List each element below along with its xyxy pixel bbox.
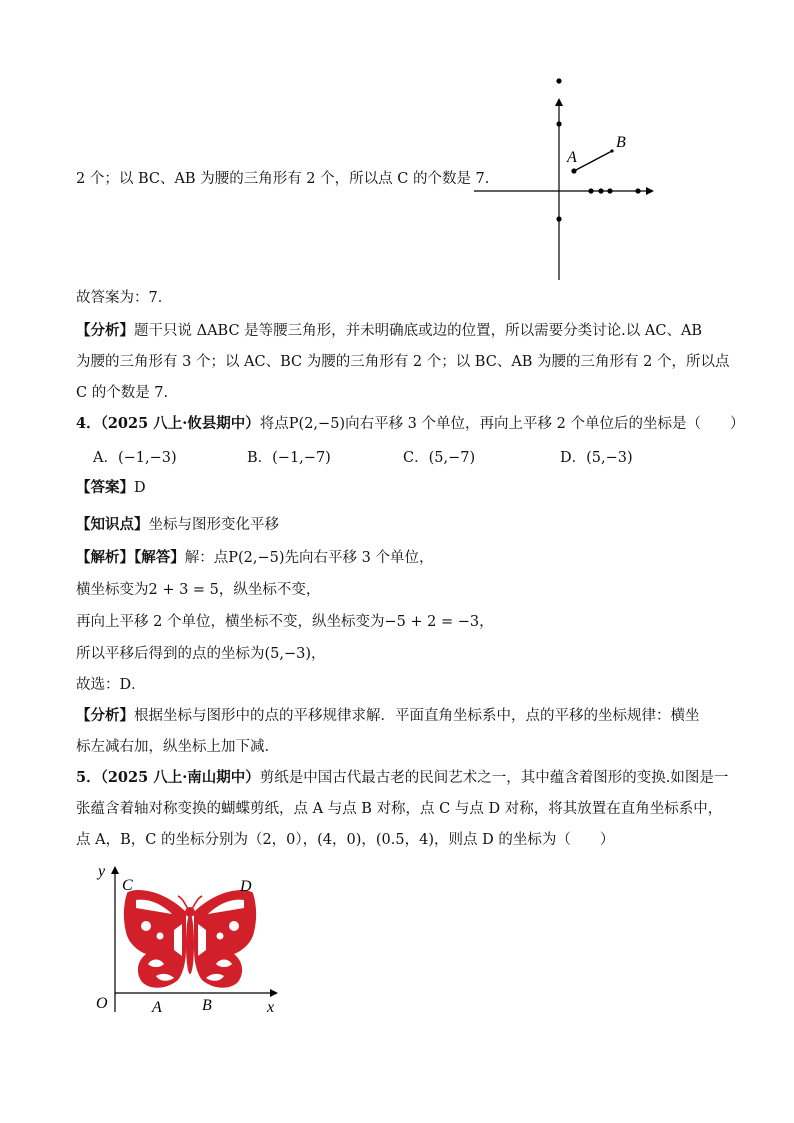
knowledge-tag: 【知识点】 — [76, 516, 149, 533]
solution-tag: 【解析】【解答】 — [76, 549, 185, 566]
y-axis-arrow — [111, 866, 119, 874]
candidate-point — [556, 78, 561, 83]
label-b: B — [616, 134, 626, 151]
question-source: （2025 八上·攸县期中） — [100, 415, 260, 432]
question-number: 4． — [76, 415, 101, 432]
question-source: （2025 八上·南山期中） — [100, 769, 260, 786]
x-axis-arrow — [270, 989, 278, 997]
segment-ab — [574, 151, 612, 171]
label-a: A — [567, 149, 577, 166]
candidate-point — [556, 121, 561, 126]
analysis-text: 根据坐标与图形中的点的平移规律求解．平面直角坐标系中，点的平移的坐标规律：横坐 — [134, 708, 700, 724]
question-5-stem-line-2: 张蕴含着轴对称变换的蝴蝶剪纸，点 A 与点 B 对称，点 C 与点 D 对称，将其放置在直角坐标系中， — [76, 801, 723, 817]
analysis-1-line-3: C 的个数是 7. — [76, 385, 169, 401]
answer-value: D — [134, 480, 146, 496]
label-b: B — [202, 997, 212, 1014]
solution-line-5: 故选：D． — [76, 677, 146, 693]
label-c: C — [122, 877, 133, 894]
knowledge-text: 坐标与图形变化平移 — [148, 517, 279, 533]
candidate-point — [588, 188, 593, 193]
option-d[interactable]: D．(5,−3) — [560, 450, 633, 466]
butterfly-cutout — [124, 890, 256, 988]
option-b[interactable]: B．(−1,−7) — [247, 450, 331, 466]
solution-line-2: 横坐标变为2 + 3 = 5，纵坐标不变， — [76, 582, 321, 598]
knowledge-line — [76, 515, 279, 535]
question-text: 将点P(2,−5)向右平移 3 个单位，再向上平移 2 个单位后的坐标是（ ） — [259, 416, 745, 432]
butterfly-figure — [90, 860, 305, 1020]
answer-tag: 【答案】 — [76, 479, 134, 496]
option-a[interactable]: A．(−1,−3) — [93, 450, 177, 466]
point-a — [571, 168, 576, 173]
butterfly-body — [186, 914, 194, 974]
top-fragment: 2 个；以 BC、AB 为腰的三角形有 2 个，所以点 C 的个数是 7. — [76, 171, 490, 187]
question-4-stem — [76, 414, 744, 434]
option-c[interactable]: C．(5,−7) — [403, 450, 476, 466]
label-d: D — [240, 878, 252, 895]
question-5-stem-line-1 — [76, 768, 728, 788]
analysis-2-line-1 — [76, 706, 700, 726]
candidate-point — [635, 188, 640, 193]
analysis-1-line-2: 为腰的三角形有 3 个；以 AC、BC 为腰的三角形有 2 个；以 BC、AB 为腰的三角形有 2 个，所以点 — [76, 354, 730, 370]
answer-intro: 故答案为：7． — [76, 290, 173, 306]
label-x: x — [267, 999, 275, 1016]
analysis-tag: 【分析】 — [76, 707, 134, 724]
x-axis-arrow — [646, 187, 654, 195]
solution-line-3: 再向上平移 2 个单位，横坐标不变，纵坐标变为−5 + 2 = −3， — [76, 614, 494, 630]
candidate-point — [598, 188, 603, 193]
coordinate-sketch-figure — [470, 74, 670, 284]
question-number: 5． — [76, 769, 101, 786]
question-text: 剪纸是中国古代最古老的民间艺术之一，其中蕴含着图形的变换.如图是一 — [259, 770, 729, 786]
analysis-1-line-1 — [76, 321, 702, 341]
solution-line-1 — [76, 548, 433, 568]
candidate-point — [556, 216, 561, 221]
analysis-tag: 【分析】 — [76, 322, 134, 339]
solution-text: 解：点P(2,−5)先向右平移 3 个单位， — [184, 550, 434, 566]
solution-line-4: 所以平移后得到的点的坐标为(5,−3)， — [76, 646, 326, 662]
label-y: y — [98, 863, 106, 880]
y-axis-arrow — [555, 98, 563, 106]
label-a: A — [152, 999, 162, 1016]
candidate-point — [607, 188, 612, 193]
analysis-text: 题干只说 ΔABC 是等腰三角形，并未明确底或边的位置，所以需要分类讨论.以 AC、AB — [134, 323, 703, 339]
answer-line — [76, 478, 146, 498]
point-b — [610, 149, 613, 152]
label-o: O — [96, 995, 108, 1012]
analysis-2-line-2: 标左减右加，纵坐标上加下减． — [76, 739, 279, 755]
question-5-stem-line-3: 点 A，B，C 的坐标分别为（2，0），(4，0)，(0.5，4)，则点 D 的坐标为（ ） — [76, 832, 615, 848]
